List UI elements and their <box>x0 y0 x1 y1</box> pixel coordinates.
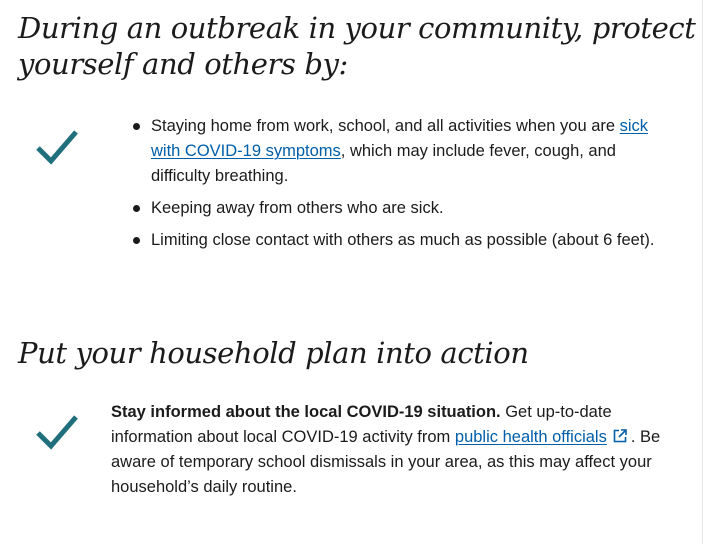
stay-informed-title: Stay informed about the local COVID-19 situation. <box>111 403 501 421</box>
list-item-text: Staying home from work, school, and all activities when you are <box>151 117 620 135</box>
check-icon <box>34 126 80 166</box>
outbreak-heading-line2: yourself and others by: <box>18 47 348 81</box>
outbreak-heading <box>18 10 698 82</box>
list-item <box>151 114 671 189</box>
paragraph-text: . Be aware of temporary school dismissals in your area, as this may affect your household’s daily routine. <box>111 428 661 496</box>
external-link-icon[interactable] <box>612 428 628 444</box>
outbreak-heading-line1: During an outbreak in your community, protect <box>18 11 696 45</box>
list-item <box>151 196 671 221</box>
list-item-text: Limiting close contact with others as much as possible (about 6 feet). <box>151 231 655 249</box>
check-icon <box>34 411 80 451</box>
list-item <box>151 228 671 253</box>
list-item-text: Keeping away from others who are sick. <box>151 199 444 217</box>
list-item-text: , which may include fever, cough, and difficulty breathing. <box>151 142 616 185</box>
household-plan-heading: Put your household plan into action <box>18 336 529 370</box>
sick-symptoms-link[interactable]: sick with COVID-19 symptoms <box>151 117 649 160</box>
stay-informed-paragraph <box>111 400 671 500</box>
paragraph-text: Get up-to-date information about local COVID-19 activity from <box>111 403 612 446</box>
public-health-officials-link[interactable]: public health officials <box>454 428 607 446</box>
protection-list <box>151 114 671 260</box>
